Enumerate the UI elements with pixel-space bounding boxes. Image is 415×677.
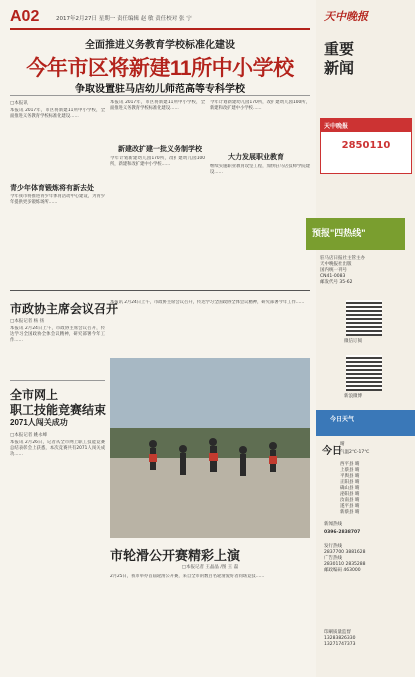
lead-body-3b: 今年计划新建幼儿园170所，改扩建幼儿园100所，新建和改扩建中小学校……	[210, 100, 310, 112]
sidebar	[312, 0, 415, 677]
skating-credit: □本报记者 王晶晶 /图 王 磊	[181, 565, 239, 570]
wechat-qr-code	[346, 300, 382, 336]
info-line: 国内统一刊号	[320, 268, 347, 273]
hotline-label: 新闻热线	[324, 522, 342, 527]
weibo-qr-label: 新浪微博	[344, 394, 362, 399]
city-weather-item: 确山县 晴	[340, 486, 360, 491]
skills-title-2: 职工技能竞赛结束	[10, 403, 107, 417]
meeting-body-continued: 本报讯 2月24日上午，市政协主席会议召开，传达学习全国政协全体会议精神，研究部署今年工作……	[110, 300, 305, 305]
skating-title: 市轮滑公开赛精彩上演	[110, 548, 241, 563]
contact-line: 广告热线	[324, 556, 342, 561]
lead-byline: □本报讯	[10, 101, 28, 106]
skills-body: 本报讯 2月26日，记者从全市网上职工技能竞赛总结表彰会上获悉，本次竞赛共有2071人闯关成功……	[10, 440, 105, 458]
promo-text: 预报"四热线"	[312, 228, 366, 238]
meeting-body: 本报讯 2月24日上午，市政协主席会议召开，传达学习全国政协全体会议精神，研究部署今年工作……	[10, 326, 105, 344]
skills-title-3: 2071人闯关成功	[10, 418, 68, 427]
divider	[10, 95, 310, 96]
meeting-title: 市政协主席会议召开	[10, 302, 119, 316]
lead-body-4: 继续实施职业教育攻坚工程，加快驻马店技师学院建设……	[210, 164, 310, 176]
contact-line: 2830110 2835288	[324, 562, 366, 567]
section-divider	[10, 290, 310, 291]
weather-day: 今日	[322, 446, 342, 457]
lead-body-2: 今年我市将推进青少年体育活动中心建设，为青少年提供更多锻炼场所……	[10, 194, 105, 206]
city-weather-item: 汝南县 晴	[340, 498, 360, 503]
footer-line: 印刷质量监督	[324, 630, 351, 635]
contact-info	[324, 544, 412, 574]
promo-banner	[306, 218, 405, 250]
ad-banner	[320, 118, 412, 174]
lead-body-1b: 本报讯 2017年，市区将新建11所中小学校，全面推进义务教育学校标准化建设……	[110, 100, 205, 112]
wechat-qr-label: 微信订阅	[344, 339, 362, 344]
contact-line: 2837700 3881628	[324, 550, 366, 555]
publication-info	[320, 256, 412, 286]
lead-body-1: 本报讯 2017年，市区将新建11所中小学校，全面推进义务教育学校标准化建设……	[10, 108, 105, 120]
city-weather-item: 泌阳县 晴	[340, 492, 360, 497]
city-weather-item: 遂平县 晴	[340, 504, 360, 509]
masthead-brand: 天中晚报	[324, 11, 368, 23]
info-line: 邮发代号 35-62	[320, 280, 353, 285]
skating-caption: 2月25日，我市举办首届轮滑公开赛，来自全市的数百名轮滑爱好者同场竞技……	[110, 574, 265, 579]
footer-line: 13283826330	[324, 636, 356, 641]
sidebar-footer	[324, 630, 412, 648]
skating-photo	[110, 358, 310, 538]
skills-byline: □本报记者 姚永峰	[10, 433, 48, 438]
page-number: A02	[10, 8, 40, 25]
ad-banner-phone: 2850110	[341, 140, 391, 151]
city-weather-item: 西平县 晴	[340, 462, 360, 467]
weather-desc: 晴	[340, 442, 345, 447]
city-weather-list	[340, 462, 410, 516]
info-line: 驻马店日报社主管主办	[320, 256, 365, 261]
skills-title-1: 全市网上	[10, 388, 59, 402]
contact-line: 发行热线	[324, 544, 342, 549]
city-weather-item: 上蔡县 晴	[340, 468, 360, 473]
city-weather-item: 新蔡县 晴	[340, 510, 360, 515]
lead-headline: 今年市区将新建11所中小学校	[26, 57, 294, 80]
info-line: CN41-0083	[320, 274, 346, 279]
hotline-number: 0396-2838707	[324, 530, 361, 535]
divider	[10, 380, 105, 381]
lead-subtitle-1: 青少年体育锻炼将有新去处	[10, 185, 94, 192]
section-label-line-2: 新闻	[324, 60, 355, 77]
lead-body-3: 今年计划新建幼儿园170所，改扩建幼儿园100所，新建和改扩建中小学校……	[110, 156, 205, 168]
weather-banner	[316, 410, 415, 436]
info-line: 天中晚报社出版	[320, 262, 352, 267]
lead-subtitle-3: 大力发展职业教育	[228, 154, 284, 161]
dateline: 2017年2月27日 星期一 责任编辑 赵 敏 责任校对 张 宁	[56, 16, 192, 22]
lead-subtitle-2: 新建改扩建一批义务制学校	[118, 146, 202, 153]
city-weather-item: 正阳县 晴	[340, 480, 360, 485]
footer-line: 13271747373	[324, 642, 356, 647]
section-label	[324, 40, 354, 78]
city-weather-item: 平舆县 晴	[340, 474, 360, 479]
ad-banner-title: 天中晚报	[321, 119, 411, 132]
page-header	[10, 8, 310, 30]
weather-temp: 气温2℃-17℃	[340, 450, 370, 455]
contact-line: 邮政编码 463000	[324, 568, 361, 573]
weibo-qr-code	[346, 355, 382, 391]
meeting-byline: □本报记者 杨 扬	[10, 319, 45, 324]
section-label-line-1: 重要	[324, 41, 355, 58]
skating-photo-graphic	[110, 358, 310, 538]
lead-subhead: 争取设置驻马店幼儿师范高等专科学校	[75, 84, 245, 95]
weather-title: 今日天气	[330, 416, 355, 423]
lead-kicker: 全面推进义务教育学校标准化建设	[85, 40, 235, 51]
